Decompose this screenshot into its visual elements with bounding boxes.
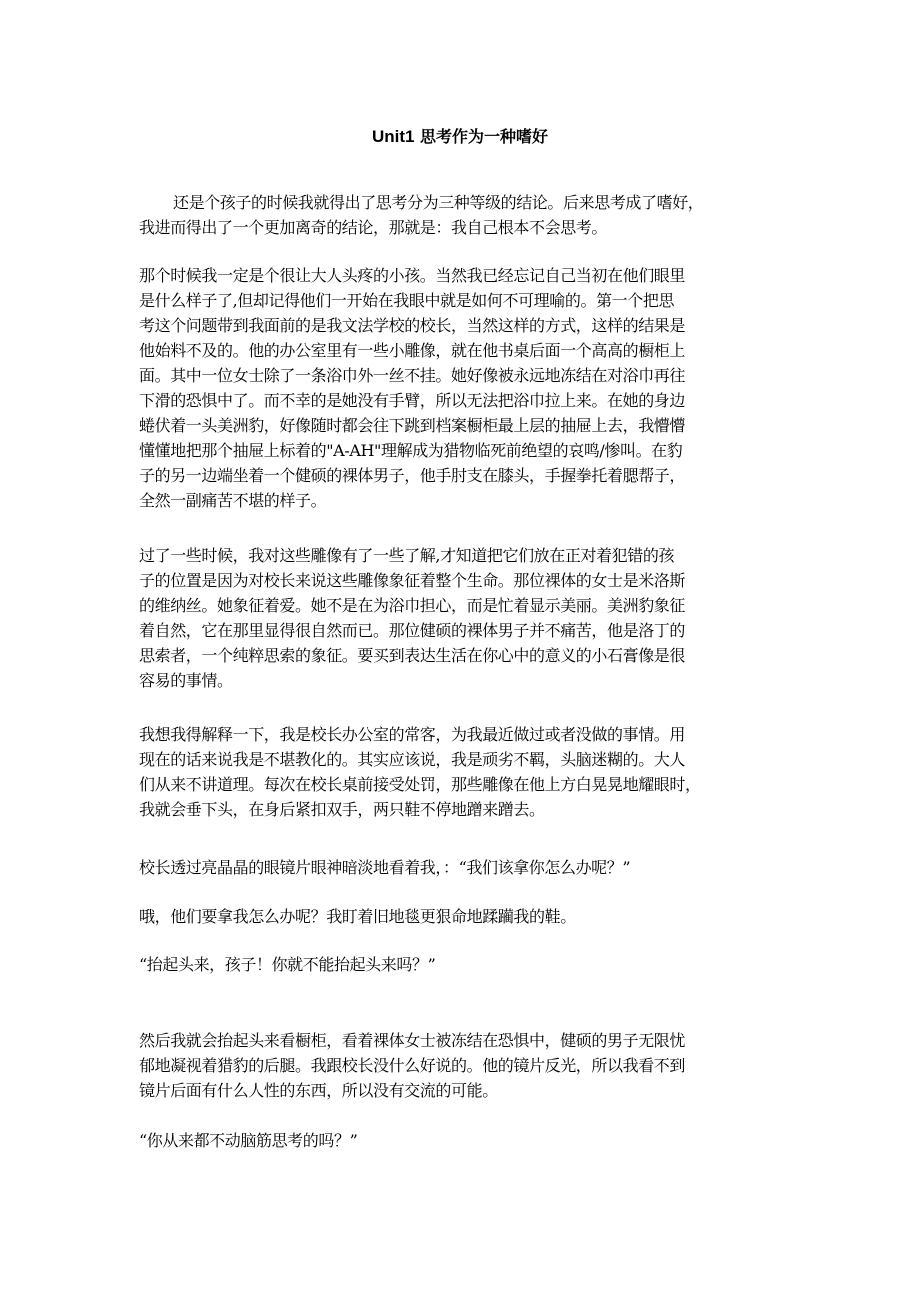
document-title [0,126,920,148]
paragraph-3: 过了一些时候，我对这些雕像有了一些了解,才知道把它们放在正对着犯错的孩 子的位置是因为对校长来说这些雕像象征着整个生命。那位裸体的女士是米洛斯 的维纳丝。她象征着爱。她不是在为浴巾担心，而是忙着显示美丽。美洲豹象征 着自然，它在那里显得很自然而已。那位健硕的裸体男子并不痛苦，他是洛丁的 思索者，一个纯粹思索的象征。要买到表达生活在你心中的意义的小石膏像是很 容易的事情。 [139,546,686,690]
paragraph-7: “抬起头来，孩子！你就不能抬起头来吗？” [139,955,436,974]
title-unit-label: Unit1 [371,127,415,146]
paragraph-1: 还是个孩子的时候我就得出了思考分为三种等级的结论。后来思考成了嗜好， 我进而得出了一个更加离奇的结论，那就是：我自己根本不会思考。 [139,193,704,237]
paragraph-9: “你从来都不动脑筋思考的吗？” [139,1131,358,1150]
paragraph-2: 那个时候我一定是个很让大人头疼的小孩。当然我已经忘记自己当初在他们眼里 是什么样子了,但却记得他们一开始在我眼中就是如何不可理喻的。第一个把思 考这个问题带到我面前的是我文法学校的校长，当然这样的方式，这样的结果是 他始料不及的。他的办公室里有一些小雕像，就在他书桌后面一个高高的橱柜上 面。其中一位女士除了一条浴巾外一丝不挂。她好像被永远地冻结在对浴巾再往 下滑的恐惧中了。而不幸的是她没有手臂，所以无法把浴巾拉上来。在她的身边 蜷伏着一头美洲豹，好像随时都会往下跳到档案橱柜最上层的抽屉上去，我懵懵 懂懂地把那个抽屉上标着的"A-AH"理解成为猎物临死前绝望的哀鸣/惨叫。在豹 子的另一边端坐着一个健硕的裸体男子，他手肘支在膝头，手握拳托着腮帮子， 全然一副痛苦不堪的样子。 [139,266,686,510]
title-text: 思考作为一种嗜好 [420,127,549,146]
paragraph-8: 然后我就会抬起头来看橱柜，看着裸体女士被冻结在恐惧中，健硕的男子无限忧 郁地凝视着猎豹的后腿。我跟校长没什么好说的。他的镜片反光，所以我看不到 镜片后面有什么人性的东西，所以没有交流的可能。 [139,1031,686,1100]
paragraph-5: 校长透过亮晶晶的眼镜片眼神暗淡地看着我，：“我们该拿你怎么办呢？” [139,858,631,877]
paragraph-6: 哦，他们要拿我怎么办呢？我盯着旧地毯更狠命地蹂躏我的鞋。 [139,907,576,926]
paragraph-4: 我想我得解释一下，我是校长办公室的常客，为我最近做过或者没做的事情。用 现在的话来说我是不堪教化的。其实应该说，我是顽劣不羁，头脑迷糊的。大人 们从来不讲道理。每次在校长桌前接受处罚，那些雕像在他上方白晃晃地耀眼时， 我就会垂下头，在身后紧扣双手，两只鞋不停地蹭来蹭去。 [139,725,701,819]
